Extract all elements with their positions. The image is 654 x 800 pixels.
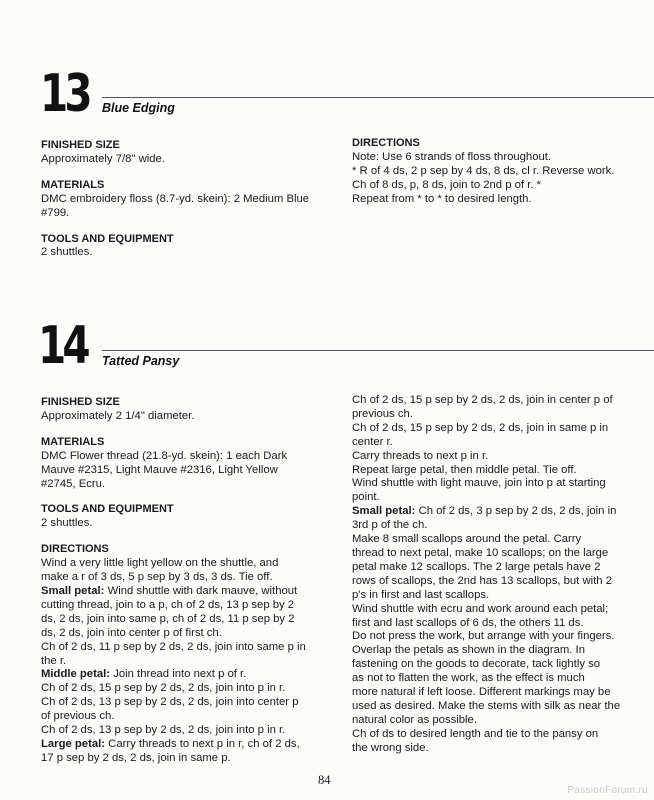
direction-line: Wind a very little light yellow on the shuttle, and — [41, 557, 279, 570]
direction-line — [352, 505, 654, 519]
middle-petal-label: Middle petal: — [41, 668, 111, 681]
materials-line: DMC Flower thread (21.8-yd. skein): 1 each Dark — [41, 449, 288, 462]
direction-line: Ch of 2 ds, 15 p sep by 2 ds, 2 ds, join into p in r. — [41, 682, 286, 695]
small-petal-text: Wind shuttle with dark mauve, without — [107, 584, 298, 597]
materials-heading: MATERIALS — [41, 178, 105, 191]
pattern-14-left-column — [41, 396, 341, 766]
direction-line: more natural if left loose. Different markings may be — [352, 686, 611, 699]
middle-petal-text: Join thread into next p of r. — [113, 668, 247, 681]
direction-line: previous ch. — [352, 407, 413, 420]
pattern-14-right-column — [352, 394, 654, 756]
direction-line: the r. — [41, 654, 67, 667]
direction-line: Repeat large petal, then middle petal. Tie off. — [352, 463, 577, 476]
pattern-14-number: 14 — [38, 316, 87, 376]
direction-line: Overlap the petals as shown in the diagram. In — [352, 644, 585, 657]
tools-text: 2 shuttles. — [41, 517, 93, 530]
direction-line: Do not press the work, but arrange with your fingers. — [352, 630, 615, 643]
small-petal-label: Small petal: — [352, 505, 416, 518]
direction-line: natural color as possible. — [352, 713, 477, 726]
direction-line: Ch of 2 ds, 11 p sep by 2 ds, 2 ds, join into same p in — [41, 640, 306, 653]
direction-line: Carry threads to next p in r. — [352, 449, 489, 462]
directions-heading: DIRECTIONS — [41, 543, 109, 556]
direction-line: center r. — [352, 435, 393, 448]
direction-line: first and last scallops of 6 ds, the others 11 ds. — [352, 616, 584, 629]
tools-heading: TOOLS AND EQUIPMENT — [41, 503, 174, 516]
pattern-13-left-column — [41, 139, 341, 260]
tools-text: 2 shuttles. — [41, 246, 93, 259]
direction-line: Wind shuttle with ecru and work around each petal; — [352, 602, 609, 615]
direction-line: make a r of 3 ds, 5 p sep by 3 ds, 3 ds. Tie off. — [41, 571, 273, 584]
materials-heading: MATERIALS — [41, 435, 105, 448]
direction-line: fastening on the goods to decorate, tack lightly so — [352, 658, 601, 671]
small-petal-text: Ch of 2 ds, 3 p sep by 2 ds, 2 ds, join in — [418, 505, 617, 518]
pattern-14-rule — [102, 350, 654, 351]
direction-line: petal make 12 scallops. The 2 large petals have 2 — [352, 560, 601, 573]
direction-line: * R of 4 ds, 2 p sep by 4 ds, 8 ds, cl r. Reverse work. — [352, 164, 615, 177]
materials-line: Mauve #2315, Light Mauve #2316, Light Yellow — [41, 463, 278, 476]
materials-line: DMC embroidery floss (8.7-yd. skein): 2 Medium Blue — [41, 192, 310, 205]
direction-line: Make 8 small scallops around the petal. Carry — [352, 533, 582, 546]
materials-line: #799. — [41, 206, 70, 219]
direction-line — [41, 585, 341, 599]
direction-line: rows of scallops, the 2nd has 13 scallops, but with 2 — [352, 574, 612, 587]
direction-line: Repeat from * to * to desired length. — [352, 192, 532, 205]
direction-line: ds, 2 ds, join into same p, ch of 2 ds, 11 p sep by 2 — [41, 612, 295, 625]
direction-line: Ch of ds to desired length and tie to the pansy on — [352, 727, 599, 740]
pattern-14-title: Tatted Pansy — [102, 354, 180, 368]
direction-line — [41, 738, 341, 752]
pattern-13-rule — [102, 97, 654, 98]
direction-line — [41, 668, 341, 682]
direction-line: Ch of 2 ds, 13 p sep by 2 ds, 2 ds, join into p in r. — [41, 724, 286, 737]
direction-line: point. — [352, 491, 380, 504]
direction-line: 17 p sep by 2 ds, 2 ds, join in same p. — [41, 751, 231, 764]
tools-heading: TOOLS AND EQUIPMENT — [41, 232, 174, 245]
direction-line: as not to flatten the work, as the effect is much — [352, 672, 585, 685]
direction-line: Wind shuttle with light mauve, join into p at starting — [352, 477, 606, 490]
direction-line: used as desired. Make the stems with silk as near the — [352, 699, 621, 712]
small-petal-label: Small petal: — [41, 584, 105, 597]
finished-size-text: Approximately 7/8" wide. — [41, 152, 165, 165]
large-petal-label: Large petal: — [41, 737, 106, 750]
direction-line: p's in first and last scallops. — [352, 588, 490, 601]
pattern-13-number: 13 — [40, 64, 89, 124]
direction-line: Ch of 2 ds, 15 p sep by 2 ds, 2 ds, join in center p of — [352, 394, 613, 406]
watermark: PassionForum.ru — [567, 785, 648, 796]
direction-line: Ch of 2 ds, 13 p sep by 2 ds, 2 ds, join into center p — [41, 696, 299, 709]
materials-line: #2745, Ecru. — [41, 477, 106, 490]
direction-line: 3rd p of the ch. — [352, 519, 428, 532]
page-number: 84 — [318, 773, 331, 787]
directions-heading: DIRECTIONS — [352, 137, 420, 149]
direction-line: ds, 2 ds, join into center p of first ch. — [41, 626, 222, 639]
finished-size-text: Approximately 2 1/4" diameter. — [41, 409, 195, 422]
direction-line: of previous ch. — [41, 710, 115, 723]
direction-line: cutting thread, join to a p, ch of 2 ds, 13 p sep by 2 — [41, 598, 295, 611]
direction-line: thread to next petal, make 10 scallops; on the large — [352, 546, 609, 559]
pattern-13-title: Blue Edging — [102, 101, 175, 115]
direction-line: Note: Use 6 strands of floss throughout. — [352, 150, 552, 163]
direction-line: the wrong side. — [352, 741, 429, 754]
finished-size-heading: FINISHED SIZE — [41, 396, 120, 408]
finished-size-heading: FINISHED SIZE — [41, 139, 120, 151]
pattern-13-directions — [352, 137, 652, 207]
direction-line: Ch of 8 ds, p, 8 ds, join to 2nd p of r. * — [352, 178, 542, 191]
large-petal-text: Carry threads to next p in r, ch of 2 ds, — [108, 737, 300, 750]
direction-line: Ch of 2 ds, 15 p sep by 2 ds, 2 ds, join in same p in — [352, 421, 609, 434]
